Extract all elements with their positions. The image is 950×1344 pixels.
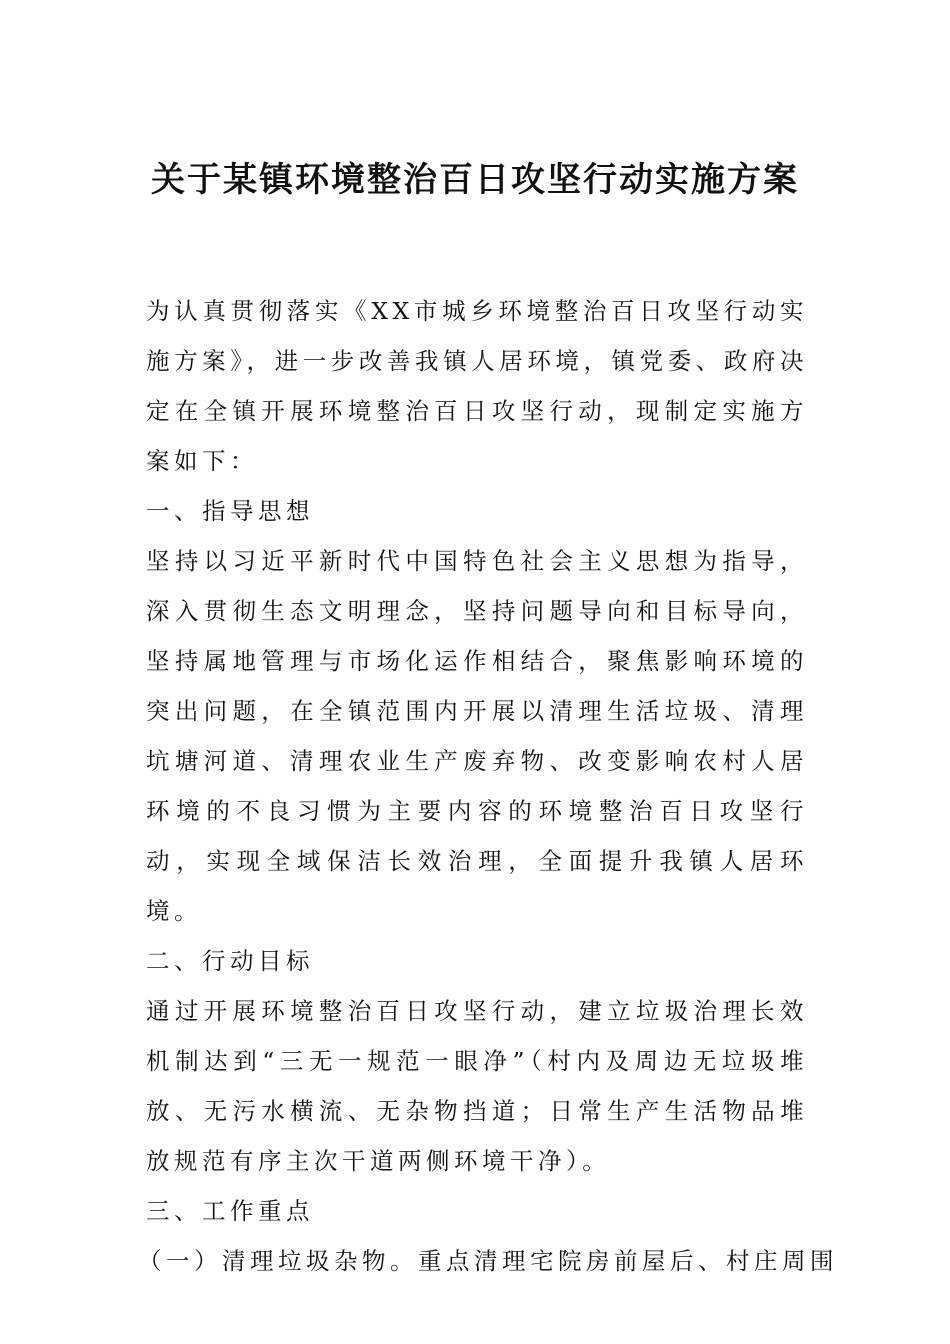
document-title: 关于某镇环境整治百日攻坚行动实施方案 (151, 160, 799, 200)
section-body-action-goals: 通过开展环境整治百日攻坚行动，建立垃圾治理长效机制达到“三无一规范一眼净”（村内及周边无垃圾堆放、无污水横流、无杂物挡道；日常生产生活物品堆放规范有序主次干道两侧环境干净）。 (146, 997, 808, 1175)
section-body-work-focus: （一）清理垃圾杂物。重点清理宅院房前屋后、村庄周围 (138, 1247, 838, 1275)
section-heading-action-goals: 二、行动目标 (146, 947, 314, 975)
section-heading-work-focus: 三、工作重点 (146, 1197, 314, 1225)
intro-paragraph: 为认真贯彻落实《XX市城乡环境整治百日攻坚行动实施方案》，进一步改善我镇人居环境，镇党委、政府决定在全镇开展环境整治百日攻坚行动，现制定实施方案如下： (146, 297, 808, 475)
section-body-guiding-ideology: 坚持以习近平新时代中国特色社会主义思想为指导，深入贯彻生态文明理念，坚持问题导向和目标导向，坚持属地管理与市场化运作相结合，聚焦影响环境的突出问题，在全镇范围内开展以清理生活垃圾、清理坑塘河道、清理农业生产废弃物、改变影响农村人居环境的不良习惯为主要内容的环境整治百日攻坚行动，实现全域保洁长效治理，全面提升我镇人居环境。 (146, 547, 808, 925)
section-heading-guiding-ideology: 一、指导思想 (146, 497, 314, 525)
document-body (138, 286, 838, 1286)
